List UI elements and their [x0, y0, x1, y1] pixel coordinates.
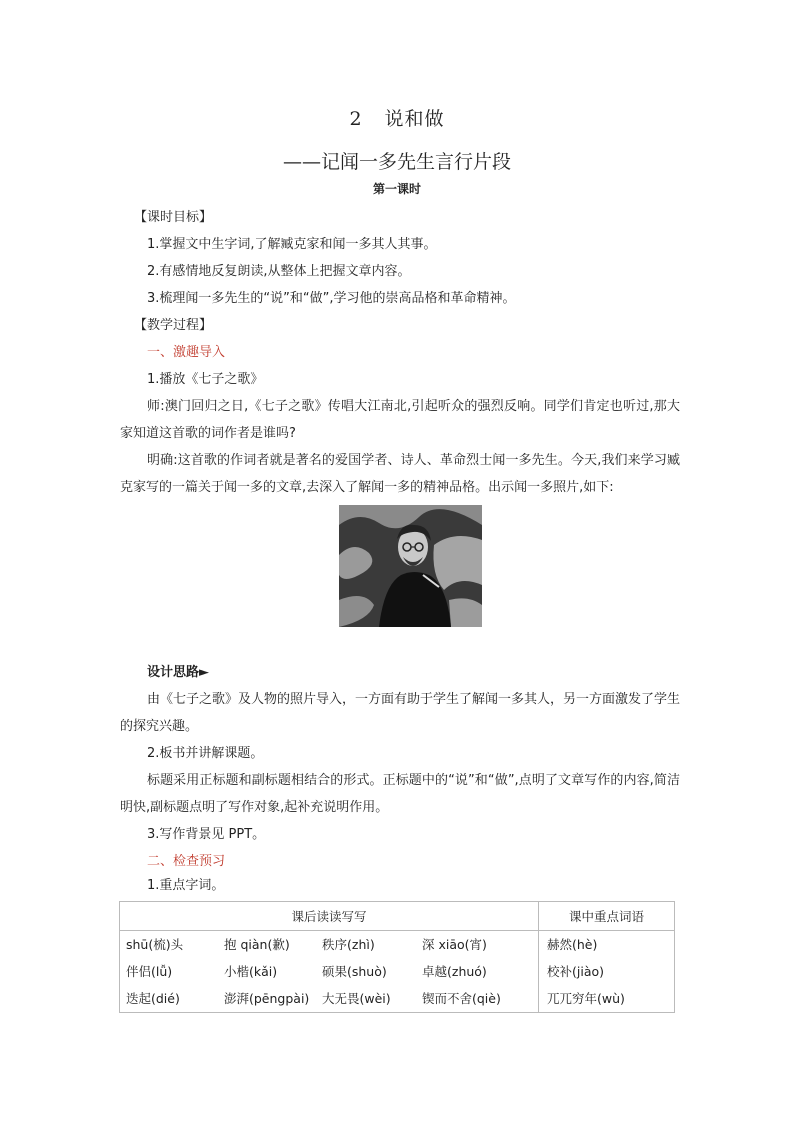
word: 锲而不舍(qiè) [422, 991, 501, 1006]
table-row [120, 985, 538, 1012]
col-header-key-words: 课中重点词语 [539, 902, 675, 931]
step-play-song: 1.播放《七子之歌》 [147, 372, 264, 387]
key-word: 赫然(hè) [547, 937, 598, 952]
portrait-photo [339, 505, 482, 627]
word: shū(梳)头 [126, 937, 184, 952]
answer-paragraph: 明确:这首歌的作词者就是著名的爱国学者、诗人、革命烈士闻一多先生。今天,我们来学习臧克家写的一篇关于闻一多的文章,去深入了解闻一多的精神品格。出示闻一多照片,如下: [120, 453, 680, 495]
reading-words-cell [120, 931, 539, 1013]
objectives-heading: 【课时目标】 [134, 210, 213, 225]
process-heading: 【教学过程】 [134, 318, 213, 333]
step-key-words: 1.重点字词。 [147, 878, 225, 893]
table-body-row [120, 931, 675, 1013]
word: 伴侣(lǚ) [126, 964, 173, 979]
title-explain-paragraph: 标题采用正标题和副标题相结合的形式。正标题中的“说”和“做”,点明了文章写作的内容,简洁明快,副标题点明了写作对象,起补充说明作用。 [120, 773, 680, 815]
lesson-title [0, 104, 794, 131]
table-row [120, 958, 538, 985]
photo-area [120, 505, 680, 657]
objective-item: 2.有感情地反复朗读,从整体上把握文章内容。 [147, 264, 411, 279]
word: 抱 qiàn(歉) [224, 937, 290, 952]
word: 大无畏(wèi) [322, 991, 391, 1006]
portrait-image [339, 505, 482, 627]
word: 小楷(kǎi) [224, 964, 278, 979]
col-header-reading: 课后读读写写 [120, 902, 539, 931]
section-heading-intro: 一、激趣导入 [147, 345, 226, 360]
word: 卓越(zhuó) [422, 964, 487, 979]
word: 秩序(zhì) [322, 937, 375, 952]
vocab-table [119, 901, 675, 1013]
lesson-title-text: 说和做 [384, 108, 445, 130]
teacher-paragraph: 师:澳门回归之日,《七子之歌》传唱大江南北,引起听众的强烈反响。同学们肯定也听过,那大家知道这首歌的词作者是谁吗? [120, 399, 680, 441]
section-heading-preview: 二、检查预习 [147, 854, 226, 869]
lesson-number: 2 [349, 108, 363, 130]
key-word: 校补(jiào) [547, 964, 605, 979]
design-paragraph: 由《七子之歌》及人物的照片导入，一方面有助于学生了解闻一多其人，另一方面激发了学生的探究兴趣。 [120, 692, 681, 734]
design-heading: 设计思路► [147, 665, 209, 680]
objective-item: 3.梳理闻一多先生的“说”和“做”,学习他的崇高品格和革命精神。 [147, 291, 516, 306]
word: 深 xiāo(宵) [422, 937, 487, 952]
key-word: 兀兀穷年(wù) [547, 991, 625, 1006]
table-row [120, 931, 538, 958]
document-body [120, 204, 680, 897]
word: 硕果(shuò) [322, 964, 387, 979]
lesson-subtitle: ——记闻一多先生言行片段 [282, 151, 511, 173]
table-header-row [120, 902, 675, 931]
step-background: 3.写作背景见 PPT。 [147, 827, 266, 842]
step-blackboard: 2.板书并讲解课题。 [147, 746, 264, 761]
word: 澎湃(pēngpài) [224, 991, 310, 1006]
word: 迭起(dié) [126, 991, 180, 1006]
lesson-period: 第一课时 [372, 182, 421, 196]
key-words-cell [539, 931, 675, 1013]
objective-item: 1.掌握文中生字词,了解臧克家和闻一多其人其事。 [147, 237, 437, 252]
